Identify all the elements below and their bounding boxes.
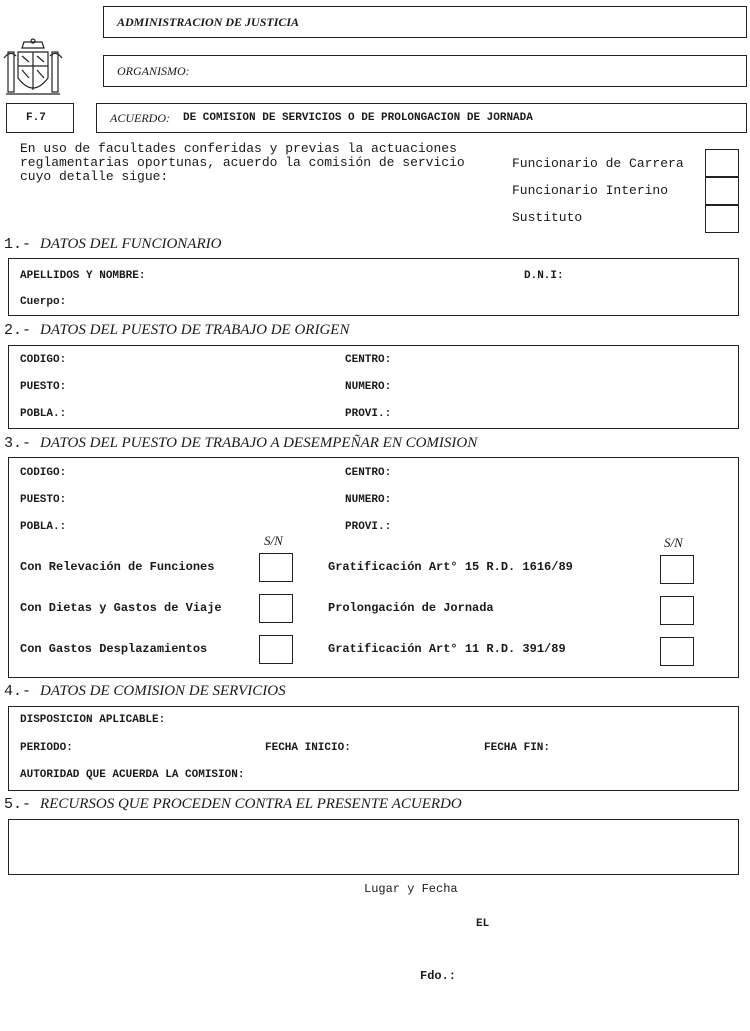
section-1-heading: 1.- DATOS DEL FUNCIONARIO xyxy=(4,236,222,253)
el-label: EL xyxy=(476,918,490,930)
section-4-heading: 4.- DATOS DE COMISION DE SERVICIOS xyxy=(4,683,286,700)
gratificacion-11-checkbox[interactable] xyxy=(660,637,694,666)
intro-line-3: cuyo detalle sigue: xyxy=(20,169,169,184)
sn-left-header: S/N xyxy=(264,533,283,548)
section-5-heading: 5.- RECURSOS QUE PROCEDEN CONTRA EL PRESENTE ACUERDO xyxy=(4,796,462,813)
origen-codigo-field[interactable]: CODIGO: xyxy=(20,354,67,366)
autoridad-field[interactable]: AUTORIDAD QUE ACUERDA LA COMISION: xyxy=(20,769,245,781)
tipo-sustituto-checkbox[interactable] xyxy=(705,205,739,233)
tipo-interino-checkbox[interactable] xyxy=(705,177,739,205)
sn-right-header: S/N xyxy=(664,535,683,550)
desplazamientos-checkbox[interactable] xyxy=(259,635,293,664)
acuerdo-title: DE COMISION DE SERVICIOS O DE PROLONGACION DE JORNADA xyxy=(183,112,533,124)
coat-of-arms-emblem xyxy=(2,38,64,102)
organismo-box[interactable] xyxy=(103,55,747,87)
acuerdo-prefix: ACUERDO: xyxy=(110,111,170,125)
comision-numero-field[interactable]: NUMERO: xyxy=(345,494,392,506)
disposicion-field[interactable]: DISPOSICION APLICABLE: xyxy=(20,714,166,726)
prolongacion-checkbox[interactable] xyxy=(660,596,694,625)
comision-provi-field[interactable]: PROVI.: xyxy=(345,521,392,533)
comision-pobla-field[interactable]: POBLA.: xyxy=(20,521,67,533)
organismo-label: ORGANISMO: xyxy=(117,64,190,78)
comision-centro-field[interactable]: CENTRO: xyxy=(345,467,392,479)
comision-puesto-field[interactable]: PUESTO: xyxy=(20,494,67,506)
comision-codigo-field[interactable]: CODIGO: xyxy=(20,467,67,479)
dni-field[interactable]: D.N.I: xyxy=(524,270,564,282)
funcionario-box xyxy=(8,258,739,316)
section-2-heading: 2.- DATOS DEL PUESTO DE TRABAJO DE ORIGEN xyxy=(4,322,350,339)
gratificacion-11-label: Gratificación Art° 11 R.D. 391/89 xyxy=(328,642,566,656)
fecha-inicio-field[interactable]: FECHA INICIO: xyxy=(265,742,351,754)
tipo-carrera-label: Funcionario de Carrera xyxy=(512,156,684,171)
administracion-label: ADMINISTRACION DE JUSTICIA xyxy=(117,15,300,29)
dietas-checkbox[interactable] xyxy=(259,594,293,623)
periodo-field[interactable]: PERIODO: xyxy=(20,742,73,754)
origen-numero-field[interactable]: NUMERO: xyxy=(345,381,392,393)
apellidos-field[interactable]: APELLIDOS Y NOMBRE: xyxy=(20,270,146,282)
cuerpo-field[interactable]: Cuerpo: xyxy=(20,296,67,308)
desplazamientos-label: Con Gastos Desplazamientos xyxy=(20,642,208,656)
section-3-heading: 3.- DATOS DEL PUESTO DE TRABAJO A DESEMPEÑAR EN COMISION xyxy=(4,435,478,452)
recursos-box[interactable] xyxy=(8,819,739,875)
intro-line-1: En uso de facultades conferidas y previas la actuaciones xyxy=(20,141,457,156)
origen-pobla-field[interactable]: POBLA.: xyxy=(20,408,67,420)
form-code: F.7 xyxy=(26,112,46,124)
gratificacion-15-label: Gratificación Art° 15 R.D. 1616/89 xyxy=(328,560,573,574)
tipo-interino-label: Funcionario Interino xyxy=(512,183,669,198)
fecha-fin-field[interactable]: FECHA FIN: xyxy=(484,742,551,754)
lugar-fecha-label: Lugar y Fecha xyxy=(364,882,458,896)
origen-puesto-field[interactable]: PUESTO: xyxy=(20,381,67,393)
dietas-label: Con Dietas y Gastos de Viaje xyxy=(20,601,222,615)
gratificacion-15-checkbox[interactable] xyxy=(660,555,694,584)
tipo-carrera-checkbox[interactable] xyxy=(705,149,739,177)
prolongacion-label: Prolongación de Jornada xyxy=(328,601,494,615)
fdo-label: Fdo.: xyxy=(420,969,457,983)
relevacion-label: Con Relevación de Funciones xyxy=(20,560,215,574)
origen-centro-field[interactable]: CENTRO: xyxy=(345,354,392,366)
intro-line-2: reglamentarias oportunas, acuerdo la comisión de servicio xyxy=(20,155,465,170)
tipo-sustituto-label: Sustituto xyxy=(512,210,583,225)
origen-provi-field[interactable]: PROVI.: xyxy=(345,408,392,420)
relevacion-checkbox[interactable] xyxy=(259,553,293,582)
